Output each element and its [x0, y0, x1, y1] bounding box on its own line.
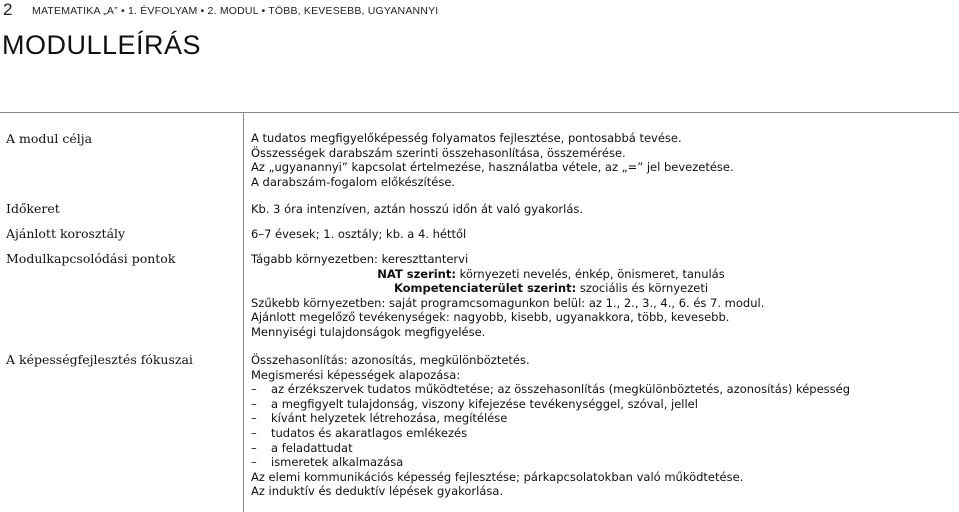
table-top-rule [0, 112, 959, 113]
links-komp-line [251, 281, 851, 296]
list-item: – a megfigyelt tulajdonság, viszony kifejezése tevékenységgel, szóval, jellel [251, 396, 698, 411]
links-line: Tágabb környezetben: kereszttantervi [251, 252, 469, 266]
goal-line: A tudatos megfigyelőképesség folyamatos fejlesztése, pontosabbá tevése. [251, 131, 682, 145]
links-line: Szűkebb környezetben: saját programcsomagunkon belül: az 1., 2., 3., 4., 6. és 7. modul. [251, 295, 765, 310]
page-number: 2 [3, 0, 13, 19]
nat-text: környezeti nevelés, énkép, önismeret, tanulás [459, 266, 725, 281]
focus-line: Az elemi kommunikációs képesség fejlesztése; párkapcsolatokban való működtetése. [251, 469, 744, 484]
age-block [251, 227, 466, 242]
running-header [0, 2, 959, 20]
dash-icon: – [251, 411, 257, 426]
dash-icon: – [251, 382, 257, 397]
running-head-text: MATEMATIKA „A” • 1. ÉVFOLYAM • 2. MODUL • TÖBB, KEVESEBB, UGYANANNYI [32, 5, 439, 17]
dash-icon: – [251, 425, 257, 440]
links-nat-line [251, 267, 851, 282]
list-item: – ismeretek alkalmazása [251, 455, 404, 470]
focus-line: Az induktív és deduktív lépések gyakorlása. [251, 484, 504, 499]
nat-label: NAT szerint: [377, 266, 456, 281]
komp-text: szociális és környezeti [579, 281, 709, 296]
label-age: Ajánlott korosztály [6, 226, 126, 241]
time-text: Kb. 3 óra intenzíven, aztán hosszú időn át való gyakorlás. [251, 202, 584, 216]
page-title: MODULLEÍRÁS [2, 30, 202, 60]
label-time: Időkeret [6, 201, 60, 216]
focus-block [251, 353, 850, 499]
focus-line: Megismerési képességek alapozása: [251, 367, 461, 382]
list-item: – kívánt helyzetek létrehozása, megítélése [251, 411, 508, 426]
time-block [251, 202, 583, 217]
dash-icon: – [251, 440, 257, 455]
age-text: 6–7 évesek; 1. osztály; kb. a 4. héttől [251, 227, 467, 241]
links-line: Mennyiségi tulajdonságok megfigyelése. [251, 324, 486, 339]
label-links: Modulkapcsolódási pontok [6, 251, 176, 266]
goal-line: Összességek darabszám szerinti összehasonlítása, összemérése. [251, 145, 626, 160]
dash-icon: – [251, 396, 257, 411]
focus-line: Összehasonlítás: azonosítás, megkülönböztetés. [251, 353, 530, 367]
list-item: – az érzékszervek tudatos működtetése; az összehasonlítás (megkülönböztetés, azonosítás) képesség [251, 382, 851, 397]
goal-block [251, 131, 734, 189]
komp-label: Kompetenciaterület szerint: [393, 281, 577, 296]
label-goal: A modul célja [6, 131, 93, 146]
column-divider [243, 113, 244, 512]
label-focus: A képességfejlesztés fókuszai [6, 352, 193, 367]
links-line: Ajánlott megelőző tevékenységek: nagyobb, kisebb, ugyanakkora, több, kevesebb. [251, 310, 730, 325]
links-block [251, 252, 851, 340]
list-item: – tudatos és akaratlagos emlékezés [251, 425, 468, 440]
list-item: – a feladattudat [251, 440, 353, 455]
goal-line: Az „ugyanannyi” kapcsolat értelmezése, használatba vétele, az „=” jel bevezetése. [251, 160, 734, 175]
dash-icon: – [251, 455, 257, 470]
goal-line: A darabszám-fogalom előkészítése. [251, 174, 456, 189]
